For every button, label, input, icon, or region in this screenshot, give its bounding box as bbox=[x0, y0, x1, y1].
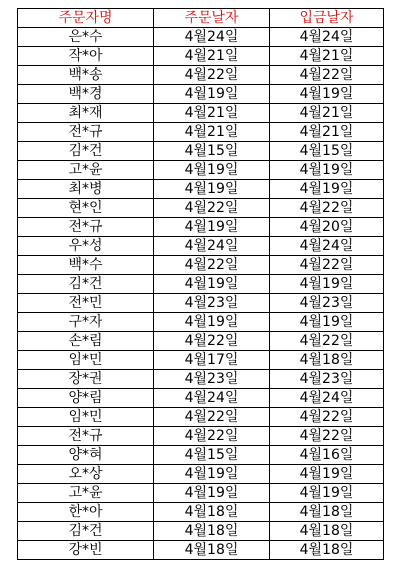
cell-order-date: 4월15일 bbox=[154, 142, 270, 161]
cell-order-date: 4월19일 bbox=[154, 484, 270, 503]
cell-orderer-name: 작*아 bbox=[18, 47, 154, 66]
cell-payment-date: 4월15일 bbox=[270, 142, 384, 161]
table-row bbox=[18, 28, 384, 47]
header-order-date: 주문날자 bbox=[154, 9, 270, 28]
cell-payment-date: 4월22일 bbox=[270, 199, 384, 218]
cell-payment-date: 4월22일 bbox=[270, 66, 384, 85]
cell-order-date: 4월22일 bbox=[154, 408, 270, 427]
cell-payment-date: 4월18일 bbox=[270, 351, 384, 370]
table-row bbox=[18, 294, 384, 313]
cell-payment-date: 4월19일 bbox=[270, 465, 384, 484]
table-row bbox=[18, 237, 384, 256]
cell-orderer-name: 장*권 bbox=[18, 370, 154, 389]
table-row bbox=[18, 313, 384, 332]
cell-payment-date: 4월19일 bbox=[270, 85, 384, 104]
cell-payment-date: 4월21일 bbox=[270, 47, 384, 66]
cell-orderer-name: 오*상 bbox=[18, 465, 154, 484]
table-row bbox=[18, 446, 384, 465]
cell-order-date: 4월19일 bbox=[154, 180, 270, 199]
table-row bbox=[18, 199, 384, 218]
cell-payment-date: 4월24일 bbox=[270, 28, 384, 47]
table-row bbox=[18, 484, 384, 503]
cell-order-date: 4월23일 bbox=[154, 370, 270, 389]
cell-order-date: 4월23일 bbox=[154, 294, 270, 313]
cell-payment-date: 4월21일 bbox=[270, 123, 384, 142]
cell-orderer-name: 임*민 bbox=[18, 408, 154, 427]
order-payment-table bbox=[17, 8, 384, 560]
table-row bbox=[18, 332, 384, 351]
cell-orderer-name: 한*아 bbox=[18, 503, 154, 522]
cell-payment-date: 4월23일 bbox=[270, 370, 384, 389]
cell-order-date: 4월22일 bbox=[154, 332, 270, 351]
cell-order-date: 4월18일 bbox=[154, 522, 270, 541]
cell-orderer-name: 전*민 bbox=[18, 294, 154, 313]
table-row bbox=[18, 47, 384, 66]
table-row bbox=[18, 256, 384, 275]
table-row bbox=[18, 351, 384, 370]
cell-order-date: 4월19일 bbox=[154, 465, 270, 484]
table-row bbox=[18, 161, 384, 180]
cell-order-date: 4월24일 bbox=[154, 237, 270, 256]
cell-orderer-name: 김*건 bbox=[18, 522, 154, 541]
cell-payment-date: 4월24일 bbox=[270, 237, 384, 256]
cell-payment-date: 4월19일 bbox=[270, 275, 384, 294]
cell-order-date: 4월21일 bbox=[154, 104, 270, 123]
header-row bbox=[18, 9, 384, 28]
cell-order-date: 4월22일 bbox=[154, 199, 270, 218]
cell-orderer-name: 고*윤 bbox=[18, 161, 154, 180]
cell-orderer-name: 은*수 bbox=[18, 28, 154, 47]
cell-order-date: 4월22일 bbox=[154, 256, 270, 275]
cell-order-date: 4월15일 bbox=[154, 446, 270, 465]
cell-orderer-name: 전*규 bbox=[18, 427, 154, 446]
cell-orderer-name: 백*경 bbox=[18, 85, 154, 104]
table-row bbox=[18, 275, 384, 294]
cell-payment-date: 4월22일 bbox=[270, 256, 384, 275]
cell-orderer-name: 백*수 bbox=[18, 256, 154, 275]
cell-order-date: 4월21일 bbox=[154, 47, 270, 66]
cell-payment-date: 4월22일 bbox=[270, 427, 384, 446]
cell-orderer-name: 양*림 bbox=[18, 389, 154, 408]
cell-orderer-name: 양*혀 bbox=[18, 446, 154, 465]
cell-orderer-name: 고*윤 bbox=[18, 484, 154, 503]
cell-orderer-name: 최*병 bbox=[18, 180, 154, 199]
cell-payment-date: 4월22일 bbox=[270, 408, 384, 427]
cell-order-date: 4월22일 bbox=[154, 66, 270, 85]
table-row bbox=[18, 370, 384, 389]
cell-payment-date: 4월20일 bbox=[270, 218, 384, 237]
cell-order-date: 4월18일 bbox=[154, 503, 270, 522]
cell-orderer-name: 우*성 bbox=[18, 237, 154, 256]
table-row bbox=[18, 541, 384, 560]
cell-order-date: 4월19일 bbox=[154, 218, 270, 237]
header-payment-date: 입금날자 bbox=[270, 9, 384, 28]
cell-order-date: 4월18일 bbox=[154, 541, 270, 560]
cell-payment-date: 4월18일 bbox=[270, 541, 384, 560]
table-row bbox=[18, 123, 384, 142]
cell-payment-date: 4월23일 bbox=[270, 294, 384, 313]
cell-payment-date: 4월18일 bbox=[270, 503, 384, 522]
header-orderer-name: 주문자명 bbox=[18, 9, 154, 28]
table-row bbox=[18, 465, 384, 484]
table-row bbox=[18, 408, 384, 427]
table-row bbox=[18, 218, 384, 237]
cell-payment-date: 4월22일 bbox=[270, 332, 384, 351]
cell-order-date: 4월17일 bbox=[154, 351, 270, 370]
cell-payment-date: 4월19일 bbox=[270, 313, 384, 332]
cell-order-date: 4월19일 bbox=[154, 161, 270, 180]
cell-order-date: 4월19일 bbox=[154, 313, 270, 332]
cell-payment-date: 4월21일 bbox=[270, 104, 384, 123]
table-row bbox=[18, 180, 384, 199]
cell-order-date: 4월24일 bbox=[154, 28, 270, 47]
cell-order-date: 4월21일 bbox=[154, 123, 270, 142]
table-row bbox=[18, 85, 384, 104]
table-row bbox=[18, 503, 384, 522]
cell-payment-date: 4월19일 bbox=[270, 180, 384, 199]
cell-orderer-name: 현*인 bbox=[18, 199, 154, 218]
cell-payment-date: 4월19일 bbox=[270, 484, 384, 503]
cell-orderer-name: 전*규 bbox=[18, 123, 154, 142]
cell-orderer-name: 강*빈 bbox=[18, 541, 154, 560]
cell-orderer-name: 구*자 bbox=[18, 313, 154, 332]
table-row bbox=[18, 522, 384, 541]
cell-order-date: 4월19일 bbox=[154, 85, 270, 104]
cell-order-date: 4월19일 bbox=[154, 275, 270, 294]
table-row bbox=[18, 389, 384, 408]
table-row bbox=[18, 104, 384, 123]
cell-orderer-name: 김*건 bbox=[18, 275, 154, 294]
cell-payment-date: 4월18일 bbox=[270, 522, 384, 541]
cell-orderer-name: 최*재 bbox=[18, 104, 154, 123]
table-row bbox=[18, 427, 384, 446]
table-body bbox=[18, 28, 384, 560]
table-row bbox=[18, 66, 384, 85]
cell-payment-date: 4월16일 bbox=[270, 446, 384, 465]
cell-payment-date: 4월24일 bbox=[270, 389, 384, 408]
cell-orderer-name: 백*송 bbox=[18, 66, 154, 85]
cell-orderer-name: 임*민 bbox=[18, 351, 154, 370]
table-row bbox=[18, 142, 384, 161]
cell-payment-date: 4월19일 bbox=[270, 161, 384, 180]
cell-order-date: 4월24일 bbox=[154, 389, 270, 408]
cell-orderer-name: 전*규 bbox=[18, 218, 154, 237]
cell-order-date: 4월22일 bbox=[154, 427, 270, 446]
cell-orderer-name: 손*림 bbox=[18, 332, 154, 351]
cell-orderer-name: 김*건 bbox=[18, 142, 154, 161]
